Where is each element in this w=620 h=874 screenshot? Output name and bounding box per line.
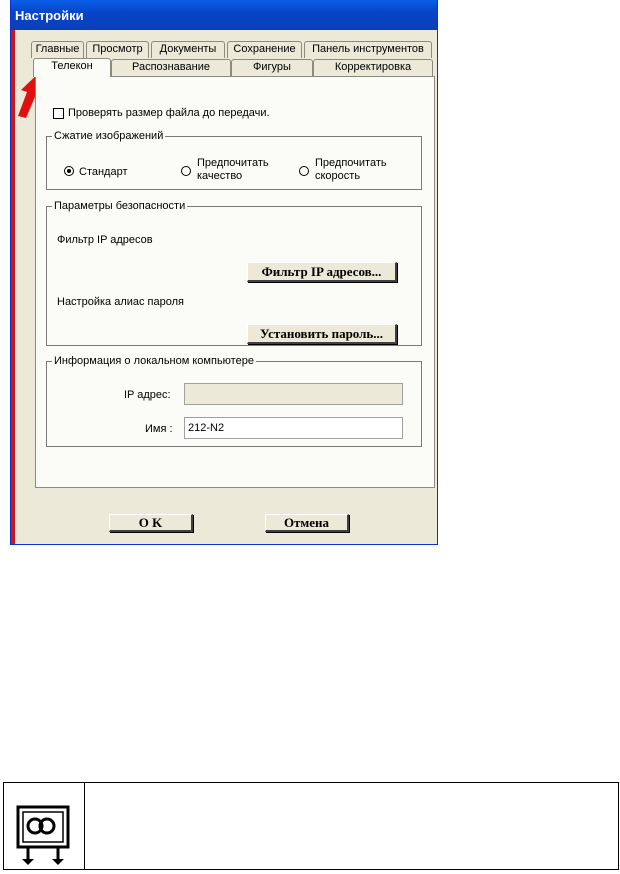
security-legend: Параметры безопасности <box>54 200 186 212</box>
tab-label: Панель инструментов <box>312 43 424 55</box>
title-bar[interactable] <box>11 0 437 30</box>
compression-group <box>46 130 422 190</box>
tab-main[interactable] <box>31 41 84 58</box>
name-field[interactable]: 212-N2 <box>184 417 403 439</box>
tab-saving[interactable] <box>227 41 302 58</box>
check-file-size-checkbox[interactable] <box>53 108 64 119</box>
tab-toolbar[interactable] <box>304 41 432 58</box>
cancel-button[interactable]: Отмена <box>265 514 349 532</box>
tab-correction[interactable] <box>313 59 433 76</box>
tab-label: Распознавание <box>132 61 210 73</box>
ip-filter-button[interactable]: Фильтр IP адресов... <box>247 262 397 282</box>
tab-view[interactable] <box>86 41 149 58</box>
tab-recognition[interactable] <box>111 59 231 76</box>
ok-button[interactable]: O K <box>109 514 193 532</box>
ip-address-label: IP адрес: <box>124 389 171 401</box>
tab-label: Телекон <box>51 60 93 72</box>
tab-label: Главные <box>35 43 80 55</box>
ip-filter-label: Фильтр IP адресов <box>57 234 153 246</box>
tab-documents[interactable] <box>151 41 225 58</box>
radio-quality[interactable] <box>181 166 191 176</box>
check-file-size-label: Проверять размер файла до передачи. <box>68 107 270 119</box>
radio-speed[interactable] <box>299 166 309 176</box>
alias-password-label: Настройка алиас пароля <box>57 296 185 308</box>
note-divider <box>84 783 85 869</box>
ip-address-field[interactable] <box>184 383 403 405</box>
presentation-board-icon <box>16 805 70 865</box>
local-info-group <box>46 355 422 447</box>
radio-standard-label: Стандарт <box>79 166 128 178</box>
security-group <box>46 200 422 346</box>
local-info-legend: Информация о локальном компьютере <box>54 355 254 367</box>
radio-speed-label-1: Предпочитать <box>315 157 387 169</box>
window-title: Настройки <box>15 8 84 23</box>
red-highlight-edge <box>11 30 15 544</box>
radio-quality-label-1: Предпочитать <box>197 157 269 169</box>
settings-dialog <box>10 0 438 545</box>
name-label: Имя : <box>145 423 173 435</box>
note-box <box>3 782 619 870</box>
radio-standard[interactable] <box>64 166 74 176</box>
tab-label: Документы <box>159 43 217 55</box>
set-password-button[interactable]: Установить пароль... <box>247 324 397 344</box>
tab-label: Сохранение <box>233 43 296 55</box>
tab-label: Фигуры <box>253 61 291 73</box>
radio-quality-label-2: качество <box>197 170 243 182</box>
compression-legend: Сжатие изображений <box>54 130 164 142</box>
tab-telecon[interactable] <box>33 58 111 77</box>
tab-shapes[interactable] <box>231 59 313 76</box>
radio-speed-label-2: скорость <box>315 170 361 182</box>
telecon-panel <box>35 76 435 488</box>
tab-label: Просмотр <box>92 43 143 55</box>
tab-label: Корректировка <box>334 61 412 73</box>
